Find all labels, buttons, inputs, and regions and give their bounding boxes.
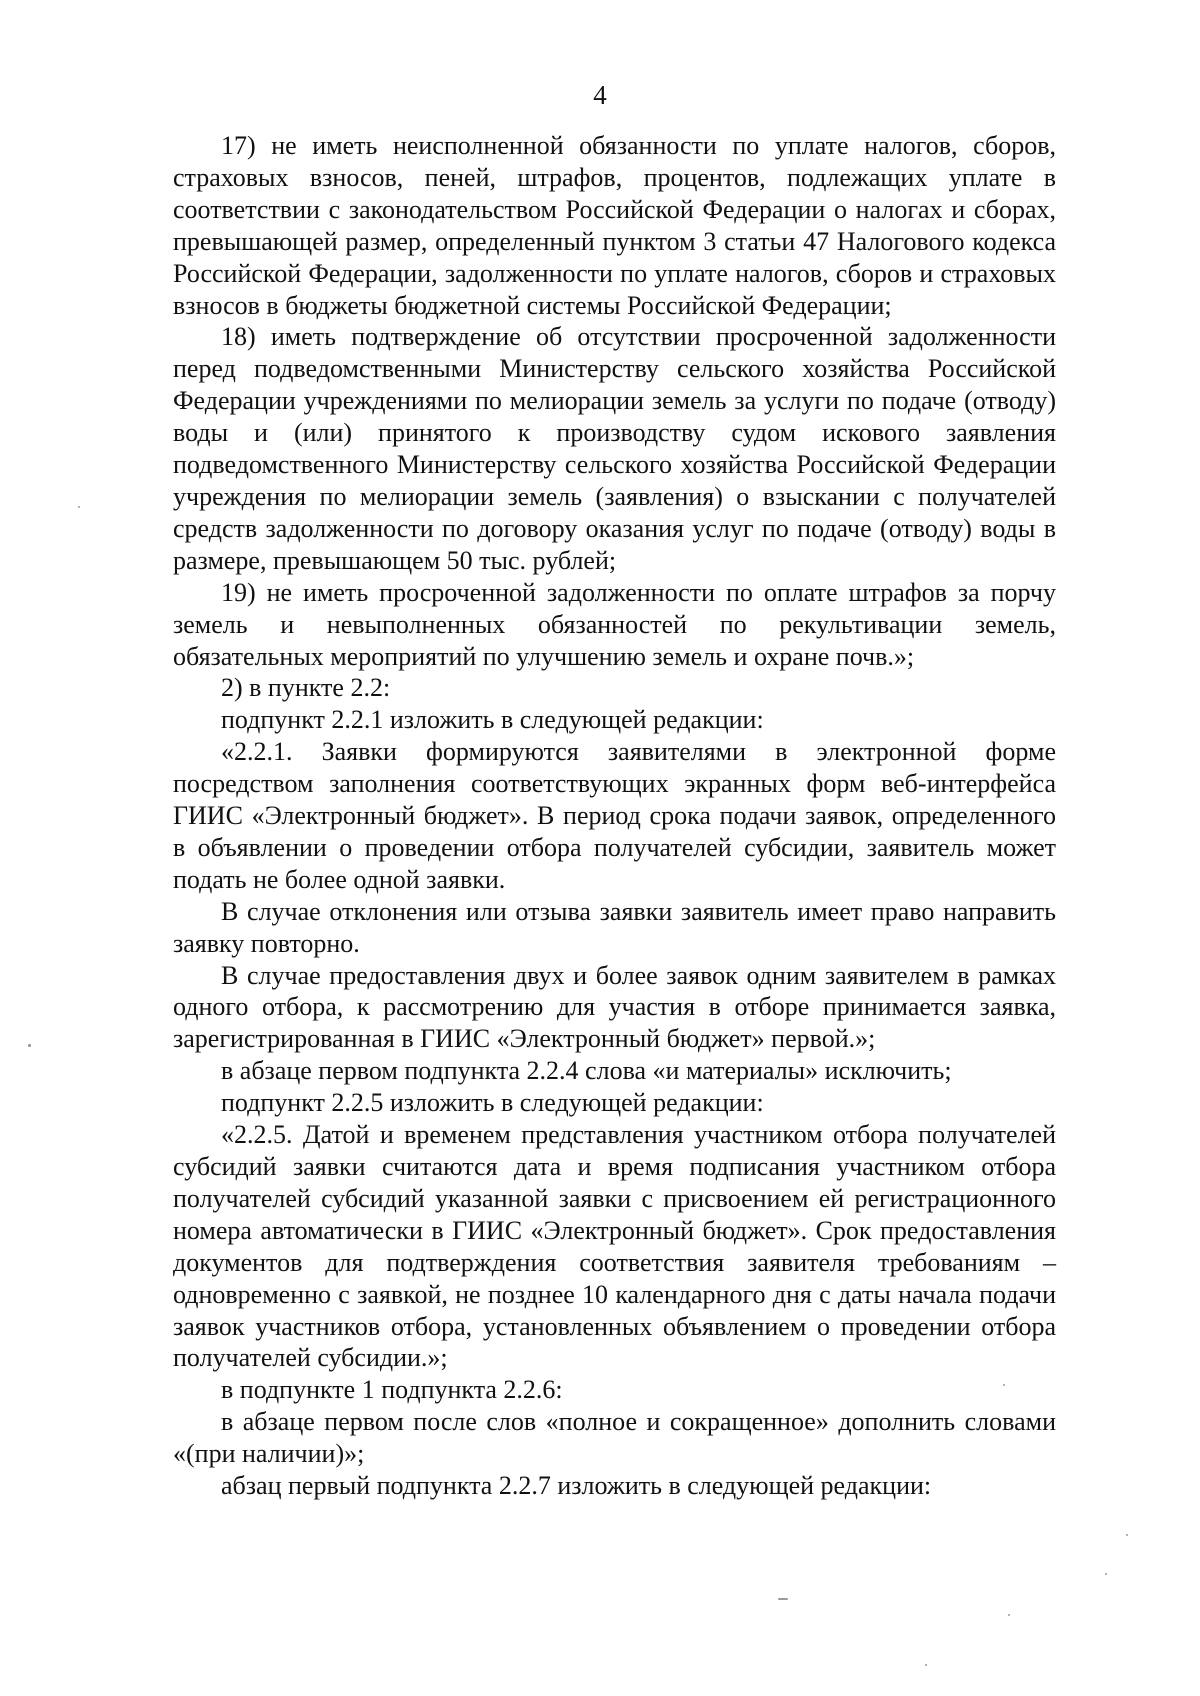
paragraph-multiple-applications: В случае предоставления двух и более заявок одним заявителем в рамках одного отбора, к рассмотрению для участия в отборе принимается заявка, зарегистрированная в ГИИС «Электронный бюджет» первой.»;: [173, 960, 1056, 1054]
scan-speck: [778, 1598, 788, 1600]
scan-speck: [1008, 1614, 1010, 1616]
paragraph-subpoint-2-2-5-text: «2.2.5. Датой и временем представления участником отбора получателей субсидий заявки считаются дата и время подписания участником отбора получателей субсидий указанной заявки с присвоением ей регистрационного номера автоматически в ГИИС «Электронный бюджет». Срок предоставления документов для подтверждения соответствия заявителя требованиям – одновременно с заявкой, не позднее 10 календарного дня с даты начала подачи заявок участников отбора, установленных объявлением о проведении отбора получателей субсидии.»;: [173, 1120, 1056, 1373]
page-number: 4: [593, 80, 607, 110]
scan-speck: [1126, 1534, 1128, 1536]
scan-speck: [28, 1044, 31, 1047]
scan-speck: [1105, 1573, 1107, 1575]
scan-speck: [78, 506, 80, 508]
paragraph-item-19: 19) не иметь просроченной задолженности по оплате штрафов за порчу земель и невыполненных обязанностей по рекультивации земель, обязательных мероприятий по улучшению земель и охране почв.»;: [173, 577, 1056, 671]
paragraph-point-2: 2) в пункте 2.2:: [221, 673, 391, 703]
paragraph-subpoint-2-2-4: в абзаце первом подпункта 2.2.4 слова «и материалы» исключить;: [221, 1056, 952, 1086]
paragraph-subpoint-2-2-1-intro: подпункт 2.2.1 изложить в следующей редакции:: [221, 705, 764, 735]
paragraph-item-17: 17) не иметь неисполненной обязанности по уплате налогов, сборов, страховых взносов, пеней, штрафов, процентов, подлежащих уплате в соответствии с законодательством Российской Федерации о налогах и сборах, превышающей размер, определенный пунктом 3 статьи 47 Налогового кодекса Российской Федерации, задолженности по уплате налогов, сборов и страховых взносов в бюджеты бюджетной системы Российской Федерации;: [173, 131, 1056, 320]
scan-speck: [925, 1664, 927, 1666]
paragraph-rejection: В случае отклонения или отзыва заявки заявитель имеет право направить заявку повторно.: [173, 896, 1056, 958]
paragraph-subpoint-2-2-7: абзац первый подпункта 2.2.7 изложить в следующей редакции:: [221, 1471, 932, 1501]
scan-speck: [1003, 1384, 1005, 1386]
paragraph-subpoint-2-2-5-intro: подпункт 2.2.5 изложить в следующей редакции:: [221, 1088, 764, 1118]
paragraph-subpoint-2-2-6-addition: в абзаце первом после слов «полное и сокращенное» дополнить словами «(при наличии)»;: [173, 1407, 1056, 1469]
paragraph-subpoint-2-2-6: в подпункте 1 подпункта 2.2.6:: [221, 1375, 563, 1405]
paragraph-item-18: 18) иметь подтверждение об отсутствии просроченной задолженности перед подведомственными Министерству сельского хозяйства Российской Федерации учреждениями по мелиорации земель за услуги по подаче (отводу) воды и (или) принятого к производству судом искового заявления подведомственного Министерству сельского хозяйства Российской Федерации учреждения по мелиорации земель (заявления) о взыскании с получателей средств задолженности по договору оказания услуг по подаче (отводу) воды в размере, превышающем 50 тыс. рублей;: [173, 322, 1056, 575]
paragraph-subpoint-2-2-1-text: «2.2.1. Заявки формируются заявителями в электронной форме посредством заполнения соответствующих экранных форм веб-интерфейса ГИИС «Электронный бюджет». В период срока подачи заявок, определенного в объявлении о проведении отбора получателей субсидии, заявитель может подать не более одной заявки.: [173, 737, 1056, 894]
document-body: [173, 130, 1056, 1502]
